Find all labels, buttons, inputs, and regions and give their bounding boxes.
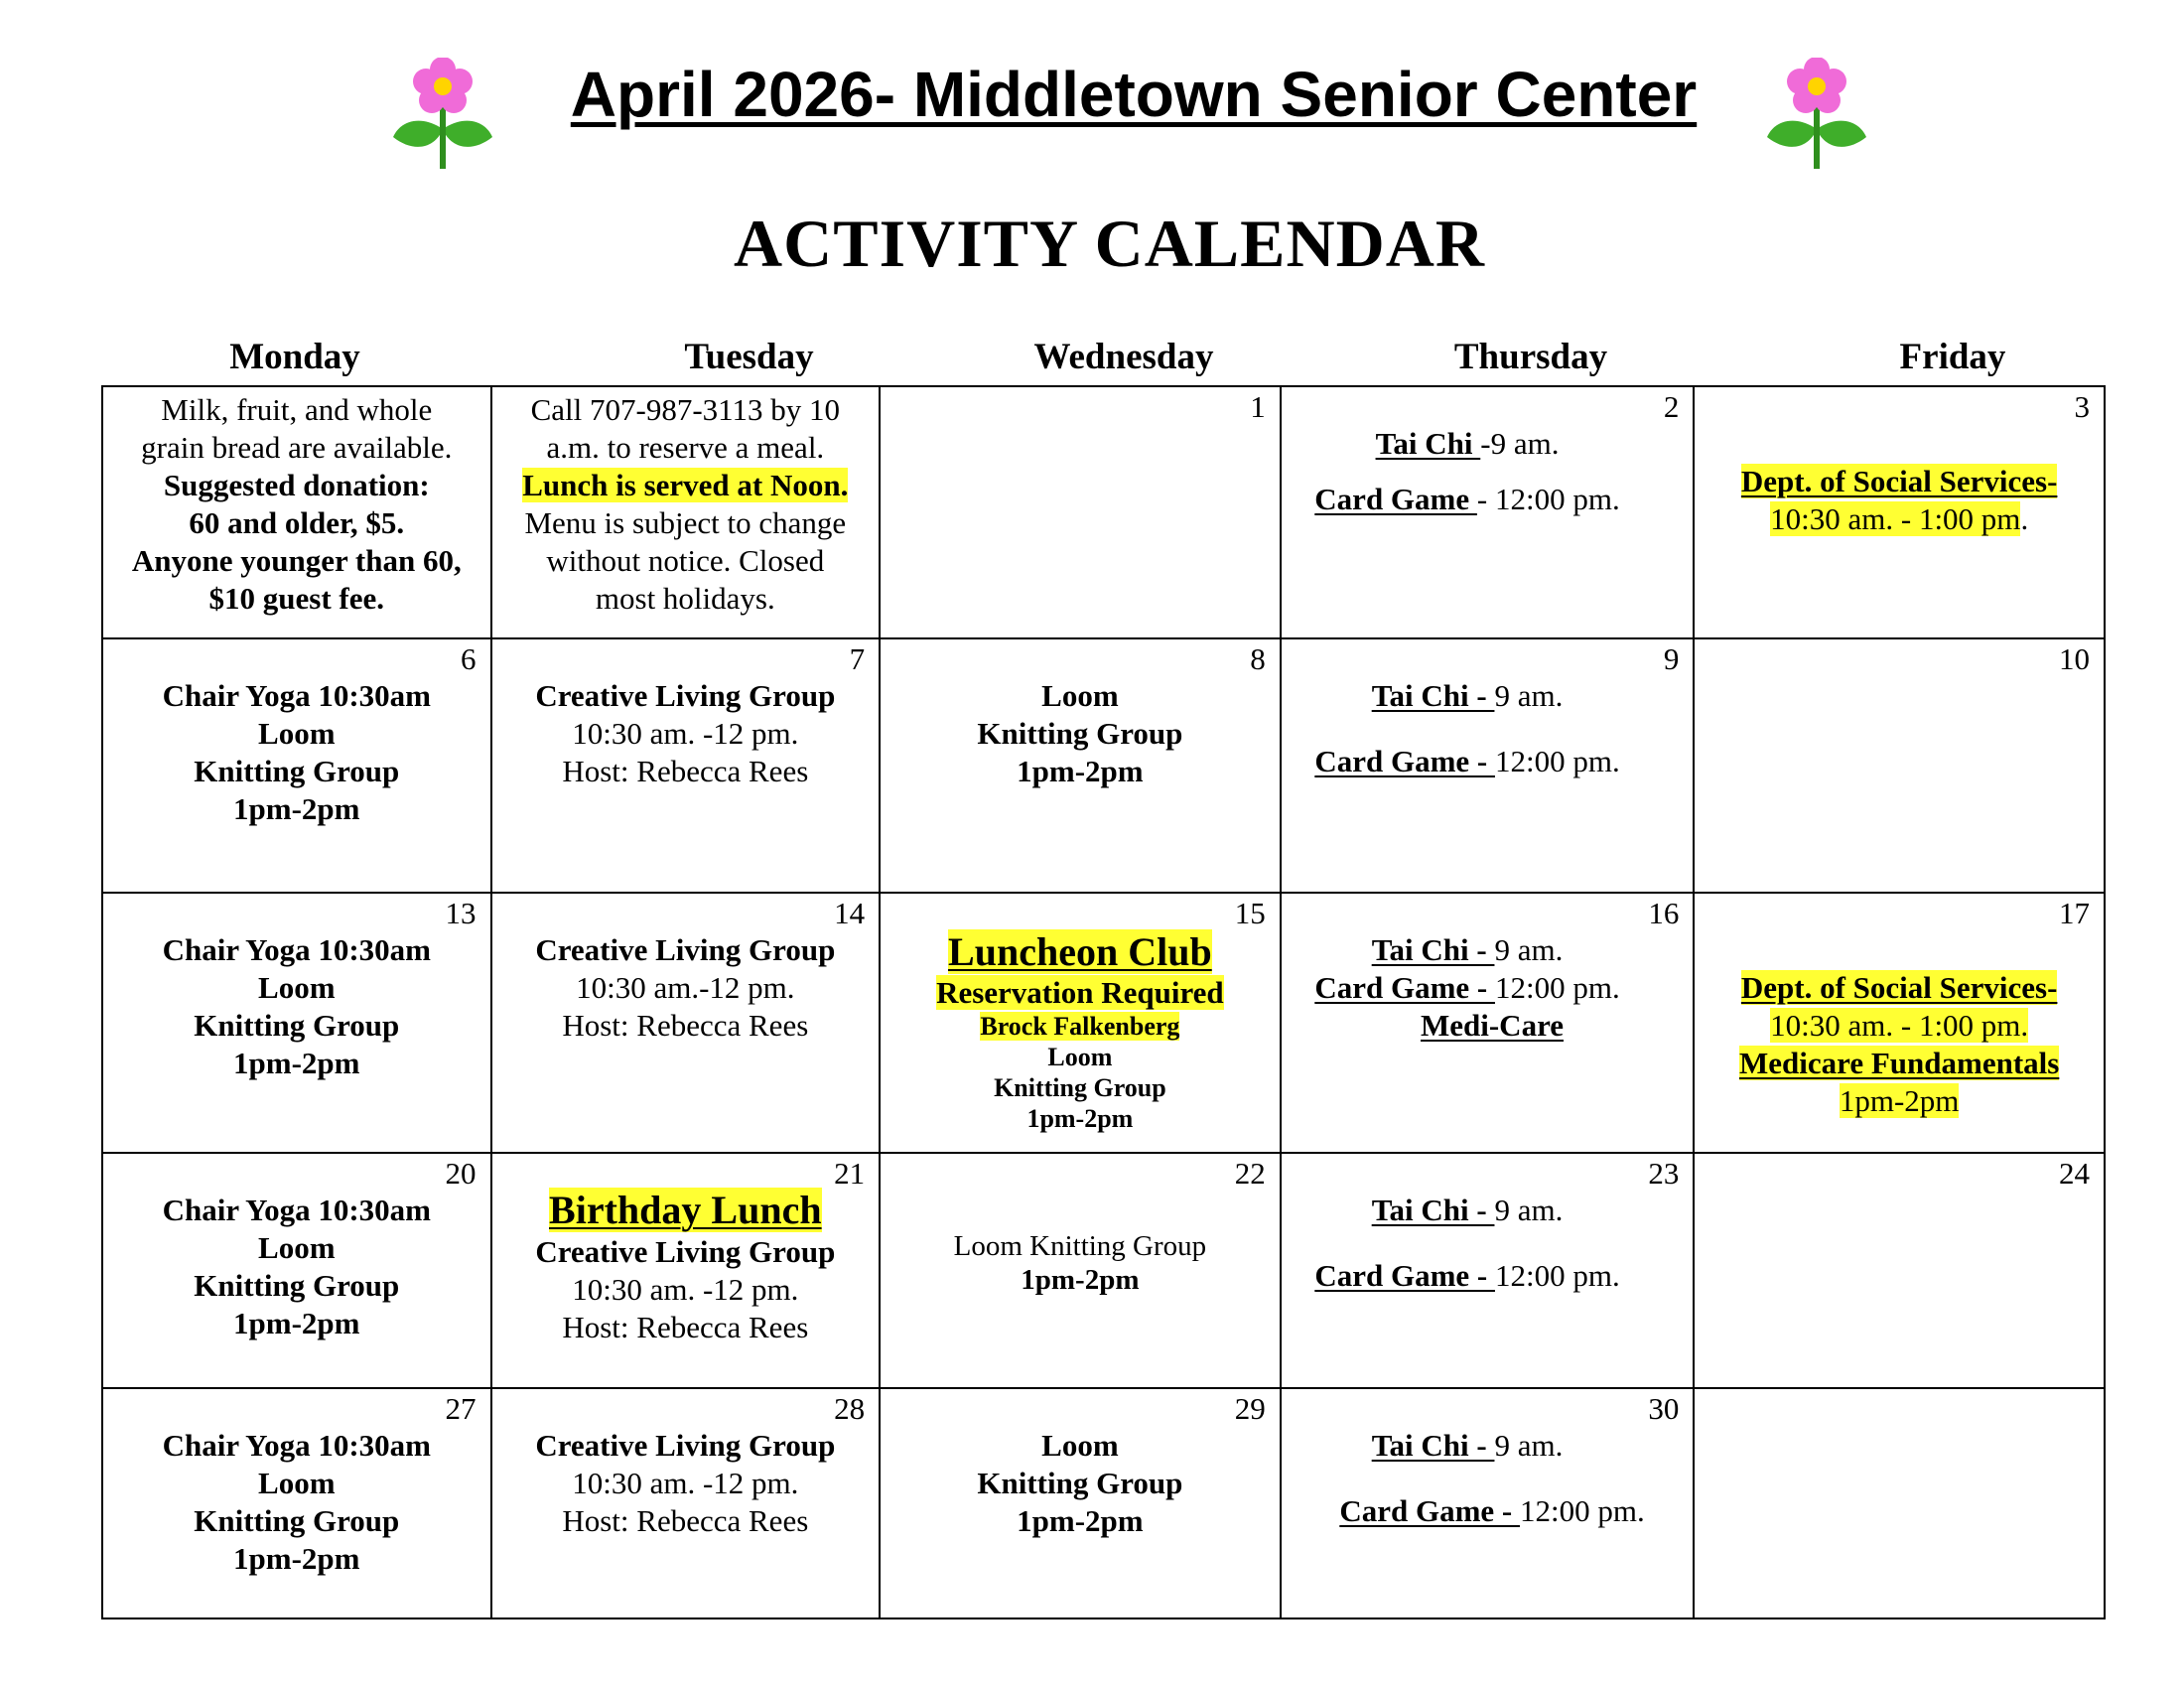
event-list xyxy=(1282,1389,1694,1530)
event-text: Chair Yoga 10:30am xyxy=(162,1428,431,1464)
event-text: Chair Yoga 10:30am xyxy=(162,932,431,968)
event-text: Loom xyxy=(258,1466,336,1501)
day-number: 23 xyxy=(1648,1155,1680,1191)
page-subtitle: ACTIVITY CALENDAR xyxy=(734,206,1485,281)
day-number: 3 xyxy=(2074,389,2090,424)
weekday-header xyxy=(101,333,2107,382)
day-number: 30 xyxy=(1648,1391,1680,1427)
event-text: Creative Living Group xyxy=(535,1233,836,1269)
event-text: Knitting Group xyxy=(194,753,400,788)
event-time: 10:30 am. - 1:00 pm. xyxy=(1770,1008,2029,1044)
event-text: Loom xyxy=(1041,1428,1119,1464)
week-row xyxy=(102,386,2105,638)
dss-label: Dept. of Social Services- xyxy=(1740,970,2058,1006)
day-number: 27 xyxy=(445,1391,477,1427)
day-cell xyxy=(880,1388,1281,1618)
day-cell xyxy=(491,1153,881,1389)
page-title: April 2026- Middletown Senior Center xyxy=(570,59,1698,130)
event-text: Loom xyxy=(1041,677,1119,713)
dss-label: Dept. of Social Services- xyxy=(1740,464,2058,498)
event-text: Creative Living Group xyxy=(535,932,836,968)
day-cell xyxy=(1281,1388,1695,1618)
day-cell xyxy=(102,386,491,638)
event-list xyxy=(881,1154,1280,1297)
event-list xyxy=(1282,387,1694,518)
day-wednesday: Wednesday xyxy=(1033,337,1214,377)
donation-text: Suggested donation: xyxy=(163,468,430,502)
day-number: 9 xyxy=(1663,640,1680,676)
reservation-notice: Reservation Required xyxy=(936,975,1224,1011)
day-tuesday: Tuesday xyxy=(684,337,814,377)
calendar-grid xyxy=(101,385,2106,1619)
birthday-lunch-title: Birthday Lunch xyxy=(549,1187,822,1232)
event-time: 10:30 am.-12 pm. xyxy=(576,970,795,1006)
event-text: Loom xyxy=(258,715,336,751)
event-list xyxy=(881,894,1280,1134)
info-text: Milk, fruit, and whole xyxy=(161,392,433,427)
day-cell xyxy=(491,893,881,1153)
event-list xyxy=(492,1154,880,1346)
event-host: Host: Rebecca Rees xyxy=(562,1503,809,1539)
event-time: 12:00 pm. xyxy=(1494,743,1620,778)
event-time: 9 am. xyxy=(1494,1428,1564,1464)
event-list xyxy=(492,1389,880,1540)
tai-chi-label: Tai Chi xyxy=(1375,426,1481,461)
event-time: 1pm-2pm xyxy=(233,1046,360,1081)
day-cell xyxy=(880,1153,1281,1389)
lunch-notice: Lunch is served at Noon. xyxy=(522,468,849,502)
day-number: 17 xyxy=(2059,896,2090,931)
tai-chi-label: Tai Chi - xyxy=(1371,932,1495,968)
day-cell xyxy=(491,386,881,638)
day-cell xyxy=(880,638,1281,894)
day-number: 28 xyxy=(834,1391,866,1427)
donation-text: Anyone younger than 60, xyxy=(131,543,462,578)
info-text: grain bread are available. xyxy=(141,430,453,465)
day-cell xyxy=(1694,893,2105,1153)
event-text: Chair Yoga 10:30am xyxy=(162,1192,431,1227)
info-text: most holidays. xyxy=(595,581,775,616)
event-list xyxy=(1695,387,2104,538)
event-time: 1pm-2pm xyxy=(1839,1083,1960,1119)
event-list xyxy=(103,894,490,1082)
luncheon-club-title: Luncheon Club xyxy=(948,929,1212,975)
medi-care-label: Medi-Care xyxy=(1420,1008,1565,1044)
day-cell xyxy=(1281,386,1695,638)
event-list xyxy=(1282,894,1694,1045)
info-text: a.m. to reserve a meal. xyxy=(546,430,825,465)
event-text: Knitting Group xyxy=(994,1073,1166,1103)
day-number: 15 xyxy=(1234,896,1266,931)
day-cell xyxy=(491,638,881,894)
day-number: 7 xyxy=(849,640,866,676)
event-text: Chair Yoga 10:30am xyxy=(162,677,431,713)
event-text: Knitting Group xyxy=(194,1267,400,1303)
tai-chi-label: Tai Chi - xyxy=(1371,1192,1495,1227)
card-game-label: Card Game - xyxy=(1314,743,1495,778)
event-time: 1pm-2pm xyxy=(1021,1263,1140,1296)
card-game-label: Card Game - xyxy=(1314,1257,1495,1293)
event-host: Host: Rebecca Rees xyxy=(562,1309,809,1344)
day-cell xyxy=(491,1388,881,1618)
event-host: Host: Rebecca Rees xyxy=(562,753,809,788)
day-number: 13 xyxy=(445,896,477,931)
guest-name: Brock Falkenberg xyxy=(980,1012,1180,1042)
event-time: 12:00 pm. xyxy=(1494,1257,1620,1293)
day-cell xyxy=(880,386,1281,638)
event-list xyxy=(492,639,880,790)
event-time: 10:30 am. -12 pm. xyxy=(572,715,799,751)
event-time: 9 am. xyxy=(1494,677,1564,713)
meal-info xyxy=(103,387,490,618)
day-friday: Friday xyxy=(1899,337,2006,377)
day-number: 24 xyxy=(2059,1155,2090,1191)
flower-icon xyxy=(393,58,492,175)
tai-chi-label: Tai Chi - xyxy=(1371,1428,1495,1464)
week-row xyxy=(102,1153,2105,1389)
event-time: 1pm-2pm xyxy=(233,1305,360,1340)
day-cell xyxy=(102,1388,491,1618)
day-monday: Monday xyxy=(229,337,360,377)
event-time: 1pm-2pm xyxy=(233,1541,360,1577)
event-time: 1pm-2pm xyxy=(233,790,360,826)
event-time: 9 am. xyxy=(1494,932,1564,968)
punctuation: . xyxy=(2020,501,2029,536)
donation-text: 60 and older, $5. xyxy=(189,505,405,540)
day-thursday: Thursday xyxy=(1453,337,1608,377)
day-number: 16 xyxy=(1648,896,1680,931)
info-text: Menu is subject to change xyxy=(524,505,847,540)
event-list xyxy=(103,1154,490,1342)
donation-text: $10 guest fee. xyxy=(208,581,385,616)
day-number: 6 xyxy=(461,640,477,676)
info-text: Call 707-987-3113 by 10 xyxy=(530,392,841,427)
event-list xyxy=(1282,639,1694,780)
day-cell xyxy=(1281,638,1695,894)
medicare-fundamentals-label: Medicare Fundamentals xyxy=(1739,1046,2060,1081)
event-time: 10:30 am. -12 pm. xyxy=(572,1271,799,1307)
event-time: 1pm-2pm xyxy=(1017,1503,1144,1539)
event-text: Loom Knitting Group xyxy=(953,1229,1207,1262)
event-host: Host: Rebecca Rees xyxy=(562,1008,809,1044)
card-game-label: Card Game xyxy=(1314,482,1477,516)
event-text: Knitting Group xyxy=(194,1503,400,1539)
event-text: Creative Living Group xyxy=(535,1428,836,1464)
meal-info xyxy=(492,387,880,618)
week-row xyxy=(102,893,2105,1153)
tai-chi-label: Tai Chi - xyxy=(1371,677,1495,713)
day-cell xyxy=(1694,1153,2105,1389)
day-number: 1 xyxy=(1250,389,1266,424)
event-list xyxy=(492,894,880,1045)
event-text: Loom xyxy=(1047,1043,1113,1072)
card-game-label: Card Game - xyxy=(1339,1493,1520,1529)
card-game-label: Card Game - xyxy=(1314,970,1495,1006)
event-list xyxy=(881,1389,1280,1540)
day-number: 22 xyxy=(1234,1155,1266,1191)
event-time: 10:30 am. - 1:00 pm xyxy=(1770,501,2021,536)
event-time: - 12:00 pm. xyxy=(1476,482,1620,516)
event-time: 1pm-2pm xyxy=(1026,1104,1134,1134)
day-cell xyxy=(102,1153,491,1389)
day-cell xyxy=(1694,638,2105,894)
day-number: 21 xyxy=(834,1155,866,1191)
event-time: 12:00 pm. xyxy=(1519,1493,1645,1529)
day-cell xyxy=(1281,1153,1695,1389)
event-time: 10:30 am. -12 pm. xyxy=(572,1466,799,1501)
event-list xyxy=(1695,894,2104,1120)
day-number: 20 xyxy=(445,1155,477,1191)
week-row xyxy=(102,1388,2105,1618)
flower-icon xyxy=(1767,58,1866,175)
event-text: Knitting Group xyxy=(977,715,1183,751)
event-list xyxy=(1282,1154,1694,1295)
event-list xyxy=(881,639,1280,790)
day-number: 8 xyxy=(1250,640,1266,676)
week-row xyxy=(102,638,2105,894)
day-cell xyxy=(1281,893,1695,1153)
day-cell xyxy=(102,638,491,894)
event-time: 12:00 pm. xyxy=(1494,970,1620,1006)
event-time: -9 am. xyxy=(1480,426,1560,461)
day-number: 29 xyxy=(1234,1391,1266,1427)
day-cell xyxy=(880,893,1281,1153)
event-text: Creative Living Group xyxy=(535,677,836,713)
day-cell xyxy=(1694,1388,2105,1618)
event-text: Loom xyxy=(258,970,336,1006)
event-time: 9 am. xyxy=(1494,1192,1564,1227)
event-time: 1pm-2pm xyxy=(1017,753,1144,788)
event-list xyxy=(103,1389,490,1578)
day-number: 10 xyxy=(2059,640,2090,676)
day-number: 14 xyxy=(834,896,866,931)
event-text: Knitting Group xyxy=(977,1466,1183,1501)
event-text: Knitting Group xyxy=(194,1008,400,1044)
day-cell xyxy=(102,893,491,1153)
day-cell xyxy=(1694,386,2105,638)
event-text: Loom xyxy=(258,1229,336,1265)
day-number: 2 xyxy=(1663,389,1680,424)
event-list xyxy=(103,639,490,828)
info-text: without notice. Closed xyxy=(546,543,825,578)
